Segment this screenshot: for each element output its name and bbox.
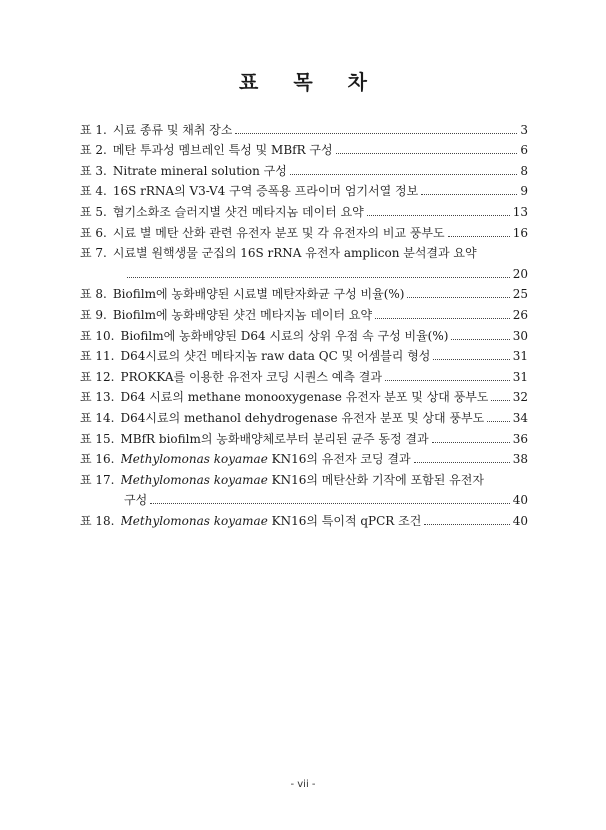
toc-entry-species-name: Methylomonas koyamae [120,452,268,467]
toc-leader-dots [127,277,510,278]
toc-entry[interactable] [80,343,528,364]
toc-leader-dots [150,503,510,504]
toc-entry-text: MBfR biofilm의 농화배양체로부터 분리된 균주 동정 결과 [120,431,429,446]
page-title: 표 목 차 [239,70,381,94]
toc-entry-number: 표 12. [80,369,115,384]
toc-leader-dots [375,318,510,319]
toc-entry-title [113,143,333,157]
toc-entry-text: Biofilm에 농화배양된 D64 시료의 상위 우점 속 구성 비율(%) [120,328,449,343]
toc-entry-page: 8 [520,163,528,178]
toc-entry-number: 표 13. [80,390,115,405]
toc-entry-number: 표 7. [80,246,107,261]
toc-entry-page: 3 [520,122,528,137]
toc-entry-number: 표 18. [80,513,115,528]
toc-entry-title [121,390,489,404]
toc-entry-number: 표 14. [80,410,115,425]
toc-entry[interactable] [80,260,528,281]
toc-entry-page: 32 [512,390,528,405]
toc-leader-dots [414,462,510,463]
toc-entry-text: D64시료의 methanol dehydrogenase 유전자 분포 및 상대 풍부도 [120,410,485,425]
toc-entry-title [113,308,372,322]
toc-entry-number: 표 16. [80,452,115,467]
toc-entry-text: 시료 별 메탄 산화 관련 유전자 분포 및 각 유전자의 비교 풍부도 [112,225,445,240]
toc-entry-title [121,432,429,446]
toc-entry-title [121,349,431,363]
toc-entry-title [113,164,287,178]
toc-entry[interactable] [80,137,528,158]
toc-entry[interactable] [80,219,528,240]
toc-entry-number: 표 9. [80,307,107,322]
toc-entry-number: 표 5. [80,204,107,219]
toc-entry-text: 시료 종류 및 채취 장소 [112,122,233,137]
toc-entry-page: 16 [512,225,528,240]
toc-leader-dots [421,194,517,195]
toc-entry-page: 6 [520,143,528,158]
toc-entry-text: PROKKA를 이용한 유전자 코딩 시퀀스 예측 결과 [120,369,382,384]
toc-entry-text: KN16의 메탄산화 기작에 포함된 유전자 [267,472,484,487]
toc-leader-dots [487,421,510,422]
toc-entry-title [113,226,445,240]
toc-entry[interactable] [80,404,528,425]
toc-entry-title [124,493,147,507]
toc-leader-dots [385,380,510,381]
toc-entry[interactable] [80,322,528,343]
toc-entry[interactable] [80,281,528,302]
toc-entry-page: 26 [512,307,528,322]
toc-entry-species-name: Methylomonas koyamae [120,472,268,487]
toc-entry[interactable] [80,446,528,467]
toc-entry[interactable] [80,301,528,322]
toc-entry-text: 메탄 투과성 멤브레인 특성 및 MBfR 구성 [112,143,333,158]
toc-entry-title [121,411,485,425]
toc-entry-species-name: Methylomonas koyamae [120,513,268,528]
toc-entry-number: 표 17. [80,472,115,487]
toc-leader-dots [367,215,510,216]
page-number-footer: - vii - [290,779,316,790]
toc-entry-page: 25 [512,287,528,302]
toc-entry-page: 20 [512,266,528,281]
toc-entry-number: 표 15. [80,431,115,446]
toc-entry-page: 31 [512,369,528,384]
toc-entry-number: 표 2. [80,143,107,158]
toc-entry-number: 표 6. [80,225,107,240]
toc-entry-title [113,246,477,260]
toc-entry[interactable] [80,487,528,508]
toc-entry-number: 표 3. [80,163,107,178]
toc-leader-dots [290,174,518,175]
toc-entry-number: 표 11. [80,349,115,364]
toc-leader-dots [451,339,509,340]
toc-entry[interactable] [80,425,528,446]
table-of-contents [80,116,528,528]
toc-entry-page: 36 [512,431,528,446]
toc-entry-title [121,329,449,343]
toc-entry[interactable] [80,198,528,219]
toc-entry-text: Biofilm에 농화배양된 샷건 메타지놈 데이터 요약 [112,307,373,322]
toc-entry-page: 13 [512,204,528,219]
toc-entry-title [113,287,405,301]
toc-entry-text: 16S rRNA의 V3-V4 구역 증폭용 프라이머 엄기서열 정보 [112,184,419,199]
toc-entry[interactable] [80,384,528,405]
toc-entry-title [113,205,364,219]
toc-entry-page: 30 [512,328,528,343]
toc-entry-title [121,514,422,528]
toc-leader-dots [407,297,509,298]
toc-entry-text: 혐기소화조 슬러지별 샷건 메타지놈 데이터 요약 [112,204,364,219]
toc-entry[interactable] [80,157,528,178]
toc-leader-dots [433,359,509,360]
toc-entry-page: 40 [512,513,528,528]
toc-entry-text: KN16의 유전자 코딩 결과 [267,452,411,467]
toc-entry-title [113,184,418,198]
toc-entry-page: 34 [512,410,528,425]
toc-entry-page: 9 [520,184,528,199]
toc-leader-dots [432,442,510,443]
toc-entry[interactable] [80,116,528,137]
toc-leader-dots [448,236,510,237]
toc-entry-page: 31 [512,349,528,364]
toc-entry[interactable] [80,466,528,487]
toc-entry-text: D64 시료의 methane monooxygenase 유전자 분포 및 상대 풍부도 [120,390,489,405]
toc-entry[interactable] [80,363,528,384]
toc-entry-number: 표 1. [80,122,107,137]
toc-leader-dots [336,153,518,154]
toc-entry-text: 구성 [124,493,148,508]
toc-entry[interactable] [80,507,528,528]
toc-entry-number: 표 4. [80,184,107,199]
toc-entry-number: 표 8. [80,287,107,302]
toc-leader-dots [491,400,509,401]
toc-leader-dots [424,524,509,525]
toc-entry-title [121,473,484,487]
toc-entry-text: KN16의 특이적 qPCR 조건 [267,513,422,528]
toc-entry-title [113,123,233,137]
toc-entry-page: 40 [512,493,528,508]
toc-entry-number: 표 10. [80,328,115,343]
toc-entry[interactable] [80,240,528,261]
toc-entry-text: Biofilm에 농화배양된 시료별 메탄자화균 구성 비율(%) [112,287,405,302]
toc-entry-text: 시료별 원핵생물 군집의 16S rRNA 유전자 amplicon 분석결과 요약 [112,246,477,261]
toc-entry-text: D64시료의 샷건 메타지놈 raw data QC 및 어셈블리 형성 [120,349,431,364]
toc-leader-dots [235,133,517,134]
toc-entry-page: 38 [512,452,528,467]
toc-entry-title [121,452,411,466]
toc-entry-text: Nitrate mineral solution 구성 [112,163,287,178]
toc-entry[interactable] [80,178,528,199]
toc-entry-title [121,370,382,384]
